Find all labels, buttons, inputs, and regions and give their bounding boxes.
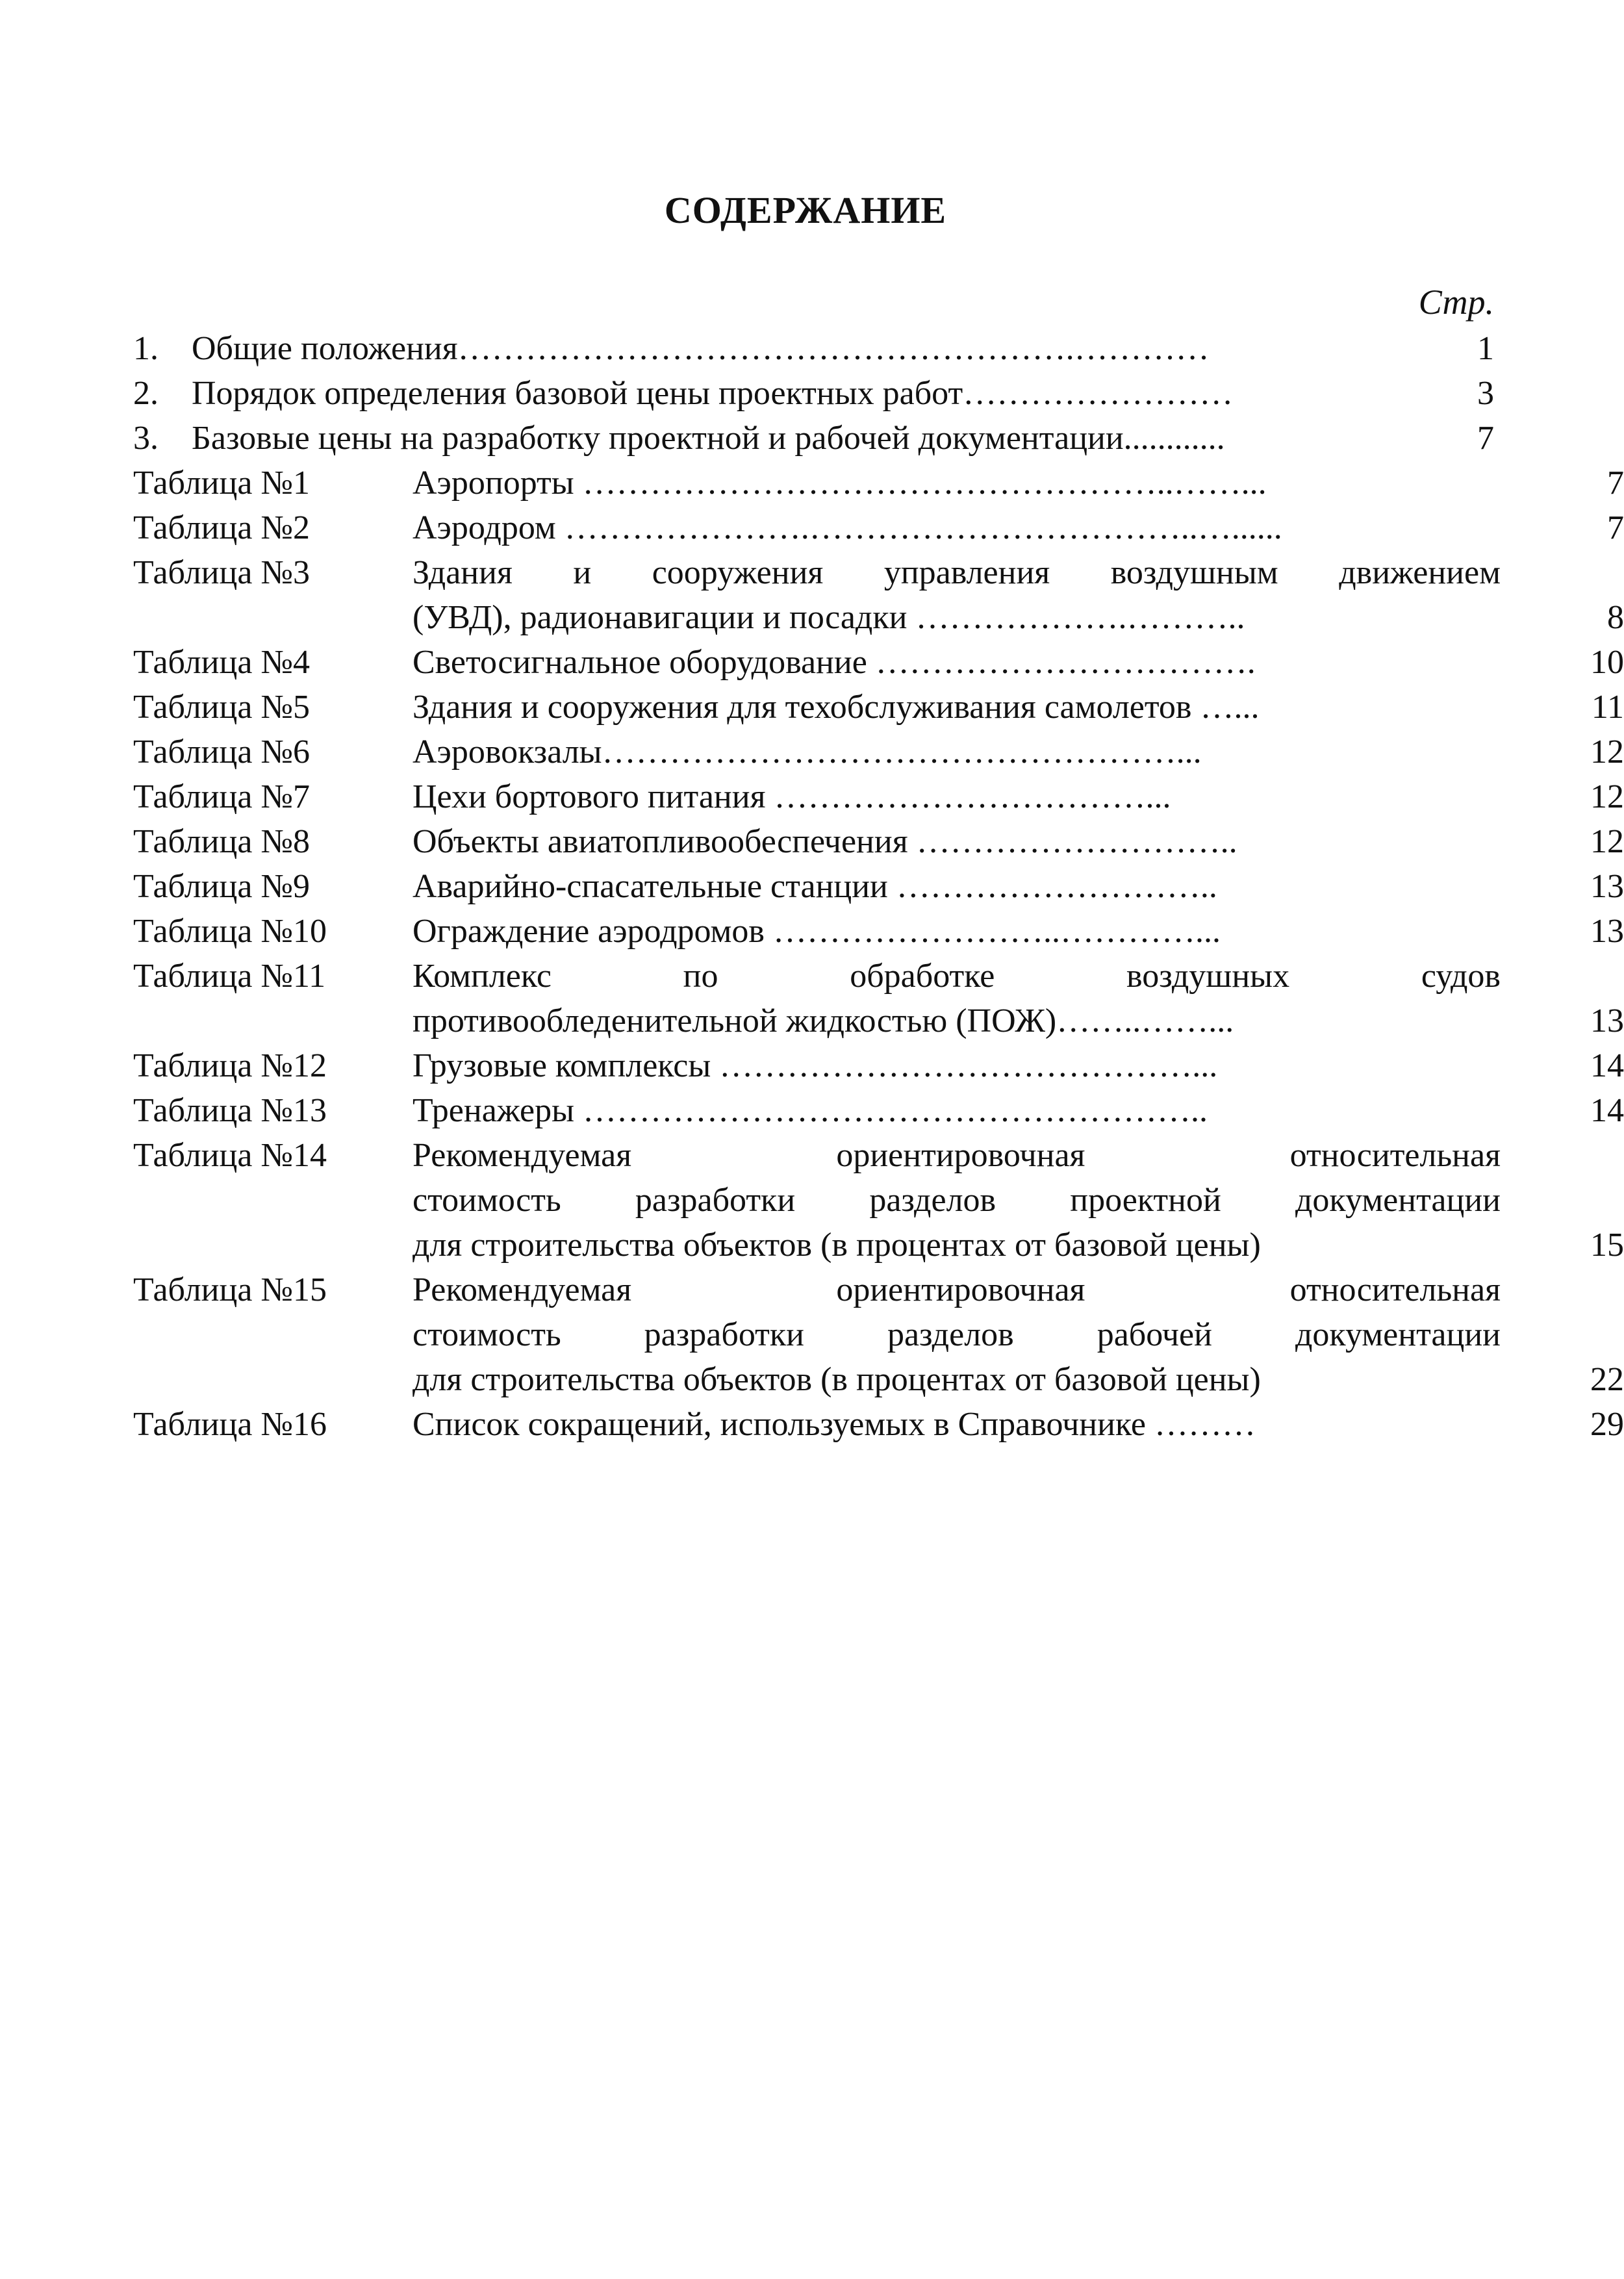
toc-table-title-line: Рекомендуемая ориентировочная относительная	[412, 1271, 1501, 1308]
toc-table-title: Цехи бортового питания ……………………………...	[412, 778, 1171, 815]
toc-page-number: 1	[1477, 330, 1494, 367]
toc-table-title: Светосигнальное оборудование …………………………….	[412, 644, 1256, 681]
toc-section-title: Общие положения……………………………………………….…………	[192, 330, 1210, 367]
toc-table-label: Таблица №2	[133, 509, 311, 546]
toc-table-label: Таблица №12	[133, 1047, 327, 1084]
toc-page-number: 29	[1590, 1406, 1624, 1443]
toc-table-6[interactable]	[133, 730, 1624, 774]
toc-table-label: Таблица №14	[133, 1137, 327, 1174]
toc-table-title-line: для строительства объектов (в процентах от базовой цены)	[412, 1227, 1261, 1264]
toc-section-title: Порядок определения базовой цены проектных работ……………………	[192, 375, 1234, 412]
toc-page-number: 7	[1607, 465, 1624, 502]
toc-table-label: Таблица №1	[133, 465, 311, 502]
toc-table-title-line: стоимость разработки разделов рабочей документации	[412, 1316, 1501, 1353]
toc-table-title-line: Комплекс по обработке воздушных судов	[412, 958, 1501, 995]
toc-table-16[interactable]	[133, 1402, 1624, 1447]
toc-section-text	[133, 416, 1371, 461]
toc-table-label: Таблица №4	[133, 644, 311, 681]
toc-table-title-line: (УВД), радионавигации и посадки ……………….………..	[412, 599, 1245, 636]
toc-page-number: 10	[1590, 644, 1624, 681]
toc-table-title: Аварийно-спасательные станции ………………………..	[412, 868, 1217, 905]
toc-section-2[interactable]	[133, 371, 1494, 416]
toc-table-title: Аэродром ………………….……………………………..…......	[412, 509, 1282, 546]
toc-table-4[interactable]	[133, 640, 1624, 685]
table-of-contents	[133, 326, 1624, 1447]
toc-table-label: Таблица №10	[133, 913, 327, 950]
toc-table-5[interactable]	[133, 685, 1624, 730]
toc-table-14[interactable]	[133, 1133, 1624, 1267]
toc-table-7[interactable]	[133, 774, 1624, 819]
toc-page-number: 11	[1591, 689, 1624, 726]
toc-table-3[interactable]	[133, 550, 1624, 640]
toc-table-label: Таблица №13	[133, 1092, 327, 1129]
toc-page-number: 13	[1590, 868, 1624, 905]
toc-table-label: Таблица №9	[133, 868, 311, 905]
toc-table-11[interactable]	[133, 954, 1624, 1043]
toc-table-title-line: Рекомендуемая ориентировочная относительная	[412, 1137, 1501, 1174]
toc-table-label: Таблица №15	[133, 1271, 327, 1308]
toc-page-number: 7	[1607, 509, 1624, 546]
toc-section-number: 1.	[133, 330, 159, 367]
toc-page-number: 12	[1590, 733, 1624, 770]
toc-table-title: Аэровокзалы……………………………………………...	[412, 733, 1202, 770]
toc-page-number: 13	[1590, 913, 1624, 950]
page-title: СОДЕРЖАНИЕ	[664, 189, 947, 231]
toc-page-number: 14	[1590, 1092, 1624, 1129]
toc-table-title-line: Здания и сооружения управления воздушным движением	[412, 554, 1501, 591]
toc-table-title: Объекты авиатопливообеспечения ………………………..	[412, 823, 1237, 860]
toc-section-text	[133, 326, 1371, 371]
toc-section-1[interactable]	[133, 326, 1494, 371]
toc-page-number: 8	[1607, 599, 1624, 636]
toc-table-title-line: стоимость разработки разделов проектной документации	[412, 1182, 1501, 1219]
toc-page-number: 3	[1477, 375, 1494, 412]
toc-table-8[interactable]	[133, 819, 1624, 864]
toc-table-15[interactable]	[133, 1267, 1624, 1402]
toc-table-title: Аэропорты ……………………………………………..……...	[412, 465, 1267, 502]
toc-table-title: Ограждение аэродромов ……………………..…………...	[412, 913, 1221, 950]
toc-table-1[interactable]	[133, 461, 1624, 505]
toc-table-label: Таблица №6	[133, 733, 311, 770]
toc-section-number: 2.	[133, 375, 159, 412]
toc-table-label: Таблица №5	[133, 689, 311, 726]
toc-table-label: Таблица №16	[133, 1406, 327, 1443]
toc-page-number: 12	[1590, 778, 1624, 815]
toc-table-label: Таблица №7	[133, 778, 311, 815]
toc-table-title: Список сокращений, используемых в Справочнике ………	[412, 1406, 1256, 1443]
page-column-header: Стр.	[1418, 283, 1494, 322]
toc-section-text	[133, 371, 1371, 416]
toc-section-3[interactable]	[133, 416, 1494, 461]
toc-table-2[interactable]	[133, 505, 1624, 550]
toc-table-label: Таблица №3	[133, 554, 311, 591]
toc-table-title: Тренажеры ………………………………………………..	[412, 1092, 1208, 1129]
toc-table-title-line: противообледенительной жидкостью (ПОЖ)……..……...	[412, 1002, 1234, 1039]
toc-table-label: Таблица №8	[133, 823, 311, 860]
toc-table-title-line: для строительства объектов (в процентах от базовой цены)	[412, 1361, 1261, 1398]
toc-table-label: Таблица №11	[133, 958, 326, 995]
toc-page-number: 22	[1590, 1361, 1624, 1398]
toc-table-title: Грузовые комплексы ……………………………………...	[412, 1047, 1218, 1084]
toc-table-10[interactable]	[133, 909, 1624, 954]
toc-page-number: 7	[1477, 420, 1494, 457]
toc-page-number: 15	[1590, 1227, 1624, 1264]
toc-table-title: Здания и сооружения для техобслуживания самолетов …...	[412, 689, 1260, 726]
toc-page-number: 12	[1590, 823, 1624, 860]
toc-table-12[interactable]	[133, 1043, 1624, 1088]
toc-table-13[interactable]	[133, 1088, 1624, 1133]
toc-page-number: 14	[1590, 1047, 1624, 1084]
toc-table-9[interactable]	[133, 864, 1624, 909]
toc-section-number: 3.	[133, 420, 159, 457]
toc-section-title: Базовые цены на разработку проектной и рабочей документации............	[192, 420, 1225, 457]
toc-page-number: 13	[1590, 1002, 1624, 1039]
